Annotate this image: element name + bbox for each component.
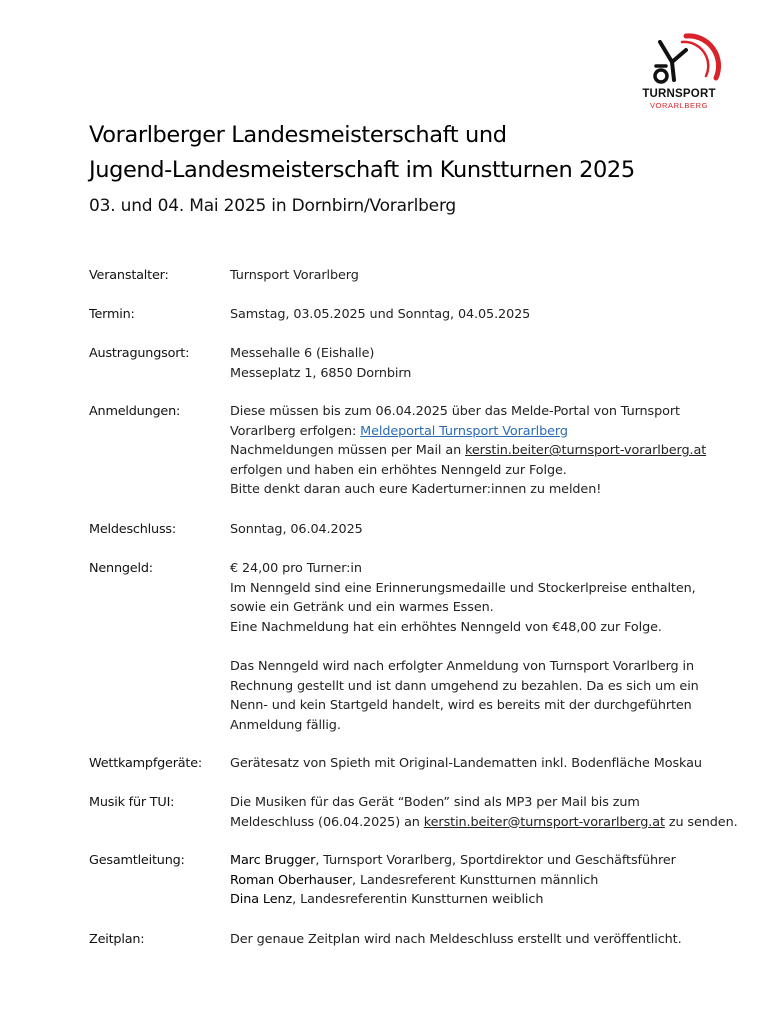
person-entry — [230, 871, 750, 891]
text-line: sowie ein Getränk und ein warmes Essen. — [230, 600, 494, 616]
logo-wordmark: TURNSPORT — [642, 88, 716, 100]
field-value: Gerätesatz von Spieth mit Original-Landematten inkl. Bodenfläche Moskau — [230, 756, 702, 771]
text-line: Bitte denkt daran auch eure Kaderturner:innen zu melden! — [230, 482, 602, 498]
venue-address: Messeplatz 1, 6850 Dornbirn — [230, 365, 412, 381]
field-value: Samstag, 03.05.2025 und Sonntag, 04.05.2025 — [230, 307, 531, 322]
person-entry — [230, 851, 750, 871]
text-fragment: Meldeschluss (06.04.2025) an — [230, 814, 424, 830]
page-subtitle: 03. und 04. Mai 2025 in Dornbirn/Vorarlberg — [89, 196, 457, 216]
field-label: Zeitplan: — [89, 932, 145, 947]
field-value: Sonntag, 06.04.2025 — [230, 522, 363, 537]
text-line: Das Nenngeld wird nach erfolgter Anmeldung von Turnsport Vorarlberg in — [230, 658, 694, 674]
text-line — [230, 813, 750, 833]
field-label: Nenngeld: — [89, 561, 153, 576]
text-line: € 24,00 pro Turner:in — [230, 561, 362, 576]
text-line: Im Nenngeld sind eine Erinnerungsmedaille und Stockerlpreise enthalten, — [230, 580, 696, 596]
field-label: Meldeschluss: — [89, 522, 176, 537]
logo-region: VORARLBERG — [649, 101, 709, 110]
text-fragment: Nachmeldungen müssen per Mail an — [230, 443, 466, 459]
text-line: Eine Nachmeldung hat ein erhöhtes Nenngeld von €48,00 zur Folge. — [230, 619, 662, 635]
venue-name: Messehalle 6 (Eishalle) — [230, 346, 375, 361]
email-link[interactable]: kerstin.beiter@turnsport-vorarlberg.at — [423, 814, 665, 830]
person-name: Roman Oberhauser — [230, 872, 353, 888]
field-label: Veranstalter: — [89, 268, 169, 283]
person-name: Marc Brugger — [230, 853, 316, 868]
field-label: Austragungsort: — [89, 346, 190, 361]
field-label: Wettkampfgeräte: — [89, 756, 203, 771]
field-label: Musik für TUI: — [89, 795, 175, 810]
page-title — [89, 118, 635, 188]
title-line-2: Jugend-Landesmeisterschaft im Kunstturnen 2025 — [89, 157, 635, 183]
meldeportal-link[interactable]: Meldeportal Turnsport Vorarlberg — [360, 423, 568, 439]
text-line: erfolgen und haben ein erhöhtes Nenngeld zur Folge. — [230, 462, 567, 478]
field-label: Gesamtleitung: — [89, 853, 185, 868]
email-link[interactable]: kerstin.beiter@turnsport-vorarlberg.at — [465, 443, 707, 459]
field-value: Turnsport Vorarlberg — [230, 268, 359, 283]
paragraph-gap — [230, 637, 750, 657]
title-line-1: Vorarlberger Landesmeisterschaft und — [89, 122, 507, 148]
person-name: Dina Lenz — [230, 892, 293, 908]
person-role: , Turnsport Vorarlberg, Sportdirektor und Geschäftsführer — [315, 853, 676, 868]
person-entry — [230, 890, 750, 910]
text-line: Anmeldung fällig. — [230, 717, 341, 733]
text-line — [230, 441, 750, 461]
turnsport-logo — [636, 28, 726, 114]
text-line: Diese müssen bis zum 06.04.2025 über das Melde-Portal von Turnsport — [230, 404, 680, 419]
gymnast-arc-icon — [636, 28, 726, 90]
text-fragment: Vorarlberg erfolgen: — [230, 423, 361, 439]
text-line: Die Musiken für das Gerät “Boden” sind als MP3 per Mail bis zum — [230, 795, 640, 810]
field-label: Anmeldungen: — [89, 404, 181, 419]
field-label: Termin: — [89, 307, 135, 322]
text-line: Rechnung gestellt und ist dann umgehend zu bezahlen. Da es sich um ein — [230, 678, 699, 694]
person-role: , Landesreferentin Kunstturnen weiblich — [292, 892, 544, 908]
text-line: Nenn- und kein Startgeld handelt, wird es bereits mit der durchgeführten — [230, 698, 692, 714]
text-fragment: zu senden. — [664, 814, 738, 830]
person-role: , Landesreferent Kunstturnen männlich — [352, 872, 599, 888]
field-value: Der genaue Zeitplan wird nach Meldeschluss erstellt und veröffentlicht. — [230, 932, 682, 947]
text-line — [230, 422, 750, 442]
